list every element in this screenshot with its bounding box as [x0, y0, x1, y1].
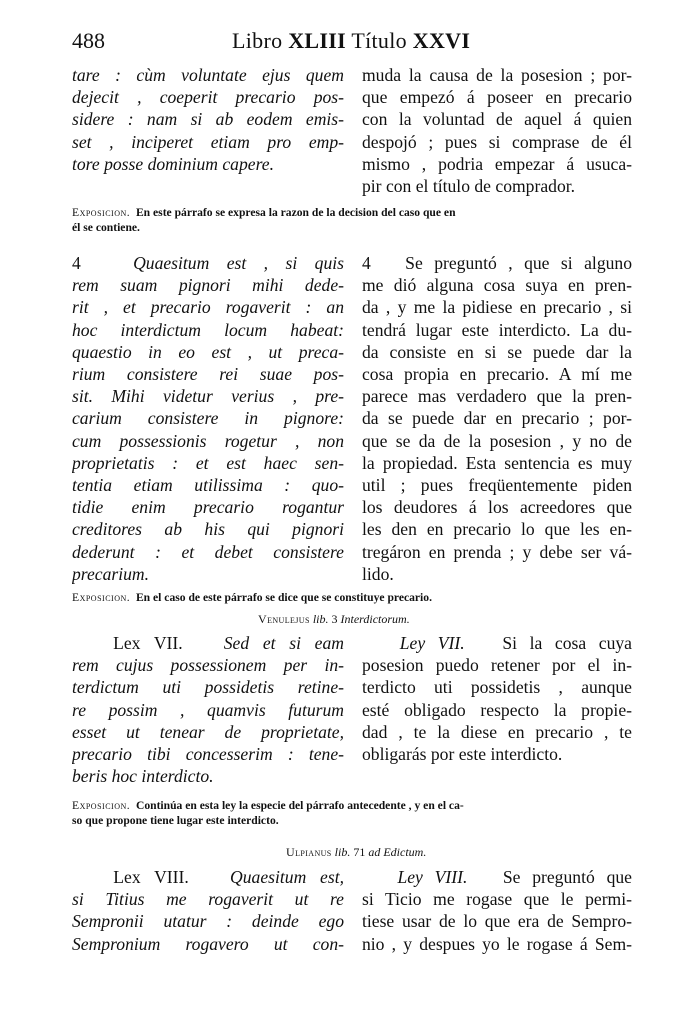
- source-book-number: 71: [353, 845, 366, 859]
- spanish-line: da , y me la pidiese en precario , si: [362, 297, 632, 318]
- spanish-line: posesion puedo retener por el in-: [362, 655, 632, 676]
- spanish-line: que empezó á poseer en precario: [362, 87, 632, 108]
- latin-line: rem cujus possessionem per in-: [72, 655, 344, 676]
- source-work: ad Edictum.: [368, 845, 427, 859]
- title-number: XXVI: [412, 28, 471, 53]
- latin-line: quaestio in eo est , ut preca-: [72, 341, 344, 362]
- latin-line: rem suam pignori mihi dede-: [72, 275, 344, 296]
- spanish-line: despojó ; pues si comprase de él: [362, 131, 632, 152]
- exposicion-text: él se contiene.: [72, 221, 140, 234]
- page-number: 488: [72, 28, 105, 53]
- source-author: Ulpianus: [286, 845, 332, 859]
- latin-column-3: [72, 632, 344, 787]
- spanish-line: me dió alguna cosa suya en pren-: [362, 275, 632, 296]
- title-label: Título: [351, 28, 407, 53]
- spanish-line: dad , te la diese en precario , te: [362, 721, 632, 742]
- latin-line: rit , et precario rogaverit : an: [72, 297, 344, 318]
- latin-line: creditores ab his qui pignori: [72, 519, 344, 540]
- spanish-line: [362, 252, 632, 274]
- spanish-text: Se preguntó , que si alguno: [405, 253, 632, 273]
- latin-column-4: [72, 866, 344, 955]
- lex-heading: Lex VIII.: [113, 867, 189, 887]
- spanish-line: mismo , podria empezar á usuca-: [362, 153, 632, 174]
- latin-line: [72, 866, 344, 888]
- exposicion-label: Exposicion.: [72, 591, 131, 604]
- book-label: Libro: [232, 28, 283, 53]
- latin-text: Quaesitum est,: [230, 867, 344, 887]
- source-author: Venulejus: [258, 612, 310, 626]
- exposicion-text: so que propone tiene lugar este interdicto.: [72, 814, 279, 827]
- exposicion-label: Exposicion.: [72, 799, 131, 812]
- running-title: [232, 28, 470, 54]
- latin-line: [72, 252, 344, 274]
- spanish-line: con la voluntad de aquel á quien: [362, 109, 632, 130]
- latin-line: precario tibi concesserim : tene-: [72, 744, 344, 765]
- paragraph-number: 4: [72, 253, 81, 273]
- spanish-line: tregáron en prenda ; y debe ser vá-: [362, 541, 632, 562]
- exposicion-text: En este párrafo se expresa la razon de la decision del caso que en: [135, 206, 456, 219]
- latin-column-1: [72, 64, 344, 175]
- spanish-column-2: [362, 252, 632, 585]
- latin-line: beris hoc interdicto.: [72, 766, 214, 787]
- exposicion-text: Continúa en esta ley la especie del párrafo antecedente , y en el ca-: [135, 799, 464, 812]
- spanish-line: que se da de la posesion , y no de: [362, 430, 632, 451]
- spanish-line: pir con el título de comprador.: [362, 176, 576, 197]
- spanish-line: lido.: [362, 563, 394, 584]
- spanish-column-4: [362, 866, 632, 955]
- spanish-line: da se puede dar en precario ; por-: [362, 408, 632, 429]
- ley-heading: Ley VII.: [399, 633, 465, 653]
- latin-line: cum possessionis rogetur , non: [72, 430, 344, 451]
- spanish-line: obligarás por este interdicto.: [362, 744, 563, 765]
- spanish-line: muda la causa de la posesion ; por-: [362, 65, 632, 85]
- latin-line: Sempronium rogavero ut con-: [72, 933, 344, 954]
- exposicion-text: En el caso de este párrafo se dice que se constituye precario.: [135, 591, 432, 604]
- latin-line: esset ut tenear de proprietate,: [72, 721, 344, 742]
- spanish-line: da consiste en si se puede dar la: [362, 341, 632, 362]
- exposicion-label: Exposicion.: [72, 206, 131, 219]
- latin-line: si Titius me rogaverit ut re: [72, 889, 344, 910]
- exposicion-note-1: [72, 205, 634, 235]
- source-book-number: 3: [331, 612, 338, 626]
- exposicion-note-2: [72, 590, 634, 605]
- latin-text: Sed et si eam: [223, 633, 344, 653]
- latin-line: re possim , quamvis futurum: [72, 699, 344, 720]
- spanish-text: Se preguntó que: [502, 867, 632, 887]
- latin-line: Sempronii utatur : deinde ego: [72, 911, 344, 932]
- spanish-line: la propiedad. Esta sentencia es muy: [362, 452, 632, 473]
- latin-text: Quaesitum est , si quis: [133, 253, 344, 273]
- spanish-line: parece mas verdadero que la pren-: [362, 386, 632, 407]
- source-lib: lib.: [334, 845, 351, 859]
- latin-line: tare : cùm voluntate ejus quem: [72, 65, 344, 85]
- latin-line: rium consistere rei suae pos-: [72, 364, 344, 385]
- spanish-line: les den en precario lo que les en-: [362, 519, 632, 540]
- latin-line: sit. Mihi videtur verius , pre-: [72, 386, 344, 407]
- latin-line: tentia etiam utilissima : quo-: [72, 475, 344, 496]
- latin-line: proprietatis : et est haec sen-: [72, 452, 344, 473]
- spanish-line: si Ticio me rogase que le permi-: [362, 889, 632, 910]
- book-number: XLIII: [288, 28, 346, 53]
- latin-column-2: [72, 252, 344, 585]
- latin-line: precarium.: [72, 563, 150, 584]
- spanish-column-3: [362, 632, 632, 765]
- spanish-line: [362, 866, 632, 888]
- latin-line: set , inciperet etiam pro emp-: [72, 131, 344, 152]
- latin-line: dejecit , coeperit precario pos-: [72, 87, 344, 108]
- source-lib: lib.: [312, 612, 329, 626]
- spanish-line: cosa propia en precario. A mí me: [362, 364, 632, 385]
- latin-line: terdictum uti possidetis retine-: [72, 677, 344, 698]
- latin-line: hoc interdictum locum habeat:: [72, 319, 344, 340]
- latin-line: tidie enim precario rogantur: [72, 497, 344, 518]
- latin-line: carium consistere in pignore:: [72, 408, 344, 429]
- source-work: Interdictorum.: [340, 612, 410, 626]
- latin-line: [72, 632, 344, 654]
- spanish-line: terdicto uti possidetis , aunque: [362, 677, 632, 698]
- running-header: [72, 28, 632, 60]
- latin-line: dederunt : et debet consistere: [72, 541, 344, 562]
- spanish-line: los deudores á los acreedores que: [362, 497, 632, 518]
- spanish-column-1: [362, 64, 632, 197]
- spanish-line: tendrá lugar este interdicto. La du-: [362, 319, 632, 340]
- latin-line: sidere : nam si ab eodem emis-: [72, 109, 344, 130]
- spanish-line: nio , y despues yo le rogase á Sem-: [362, 933, 632, 954]
- source-citation-1: [258, 612, 410, 627]
- spanish-line: tiese usar de lo que era de Sempro-: [362, 911, 632, 932]
- paragraph-number: 4: [362, 253, 371, 273]
- ley-heading: Ley VIII.: [397, 867, 468, 887]
- lex-heading: Lex VII.: [113, 633, 183, 653]
- exposicion-note-3: [72, 798, 634, 828]
- spanish-line: util ; pues freqüentemente piden: [362, 475, 632, 496]
- spanish-line: esté obligado respecto la propie-: [362, 699, 632, 720]
- spanish-line: [362, 632, 632, 654]
- source-citation-2: [286, 845, 426, 860]
- latin-line: tore posse dominium capere.: [72, 153, 274, 174]
- spanish-text: Si la cosa cuya: [502, 633, 632, 653]
